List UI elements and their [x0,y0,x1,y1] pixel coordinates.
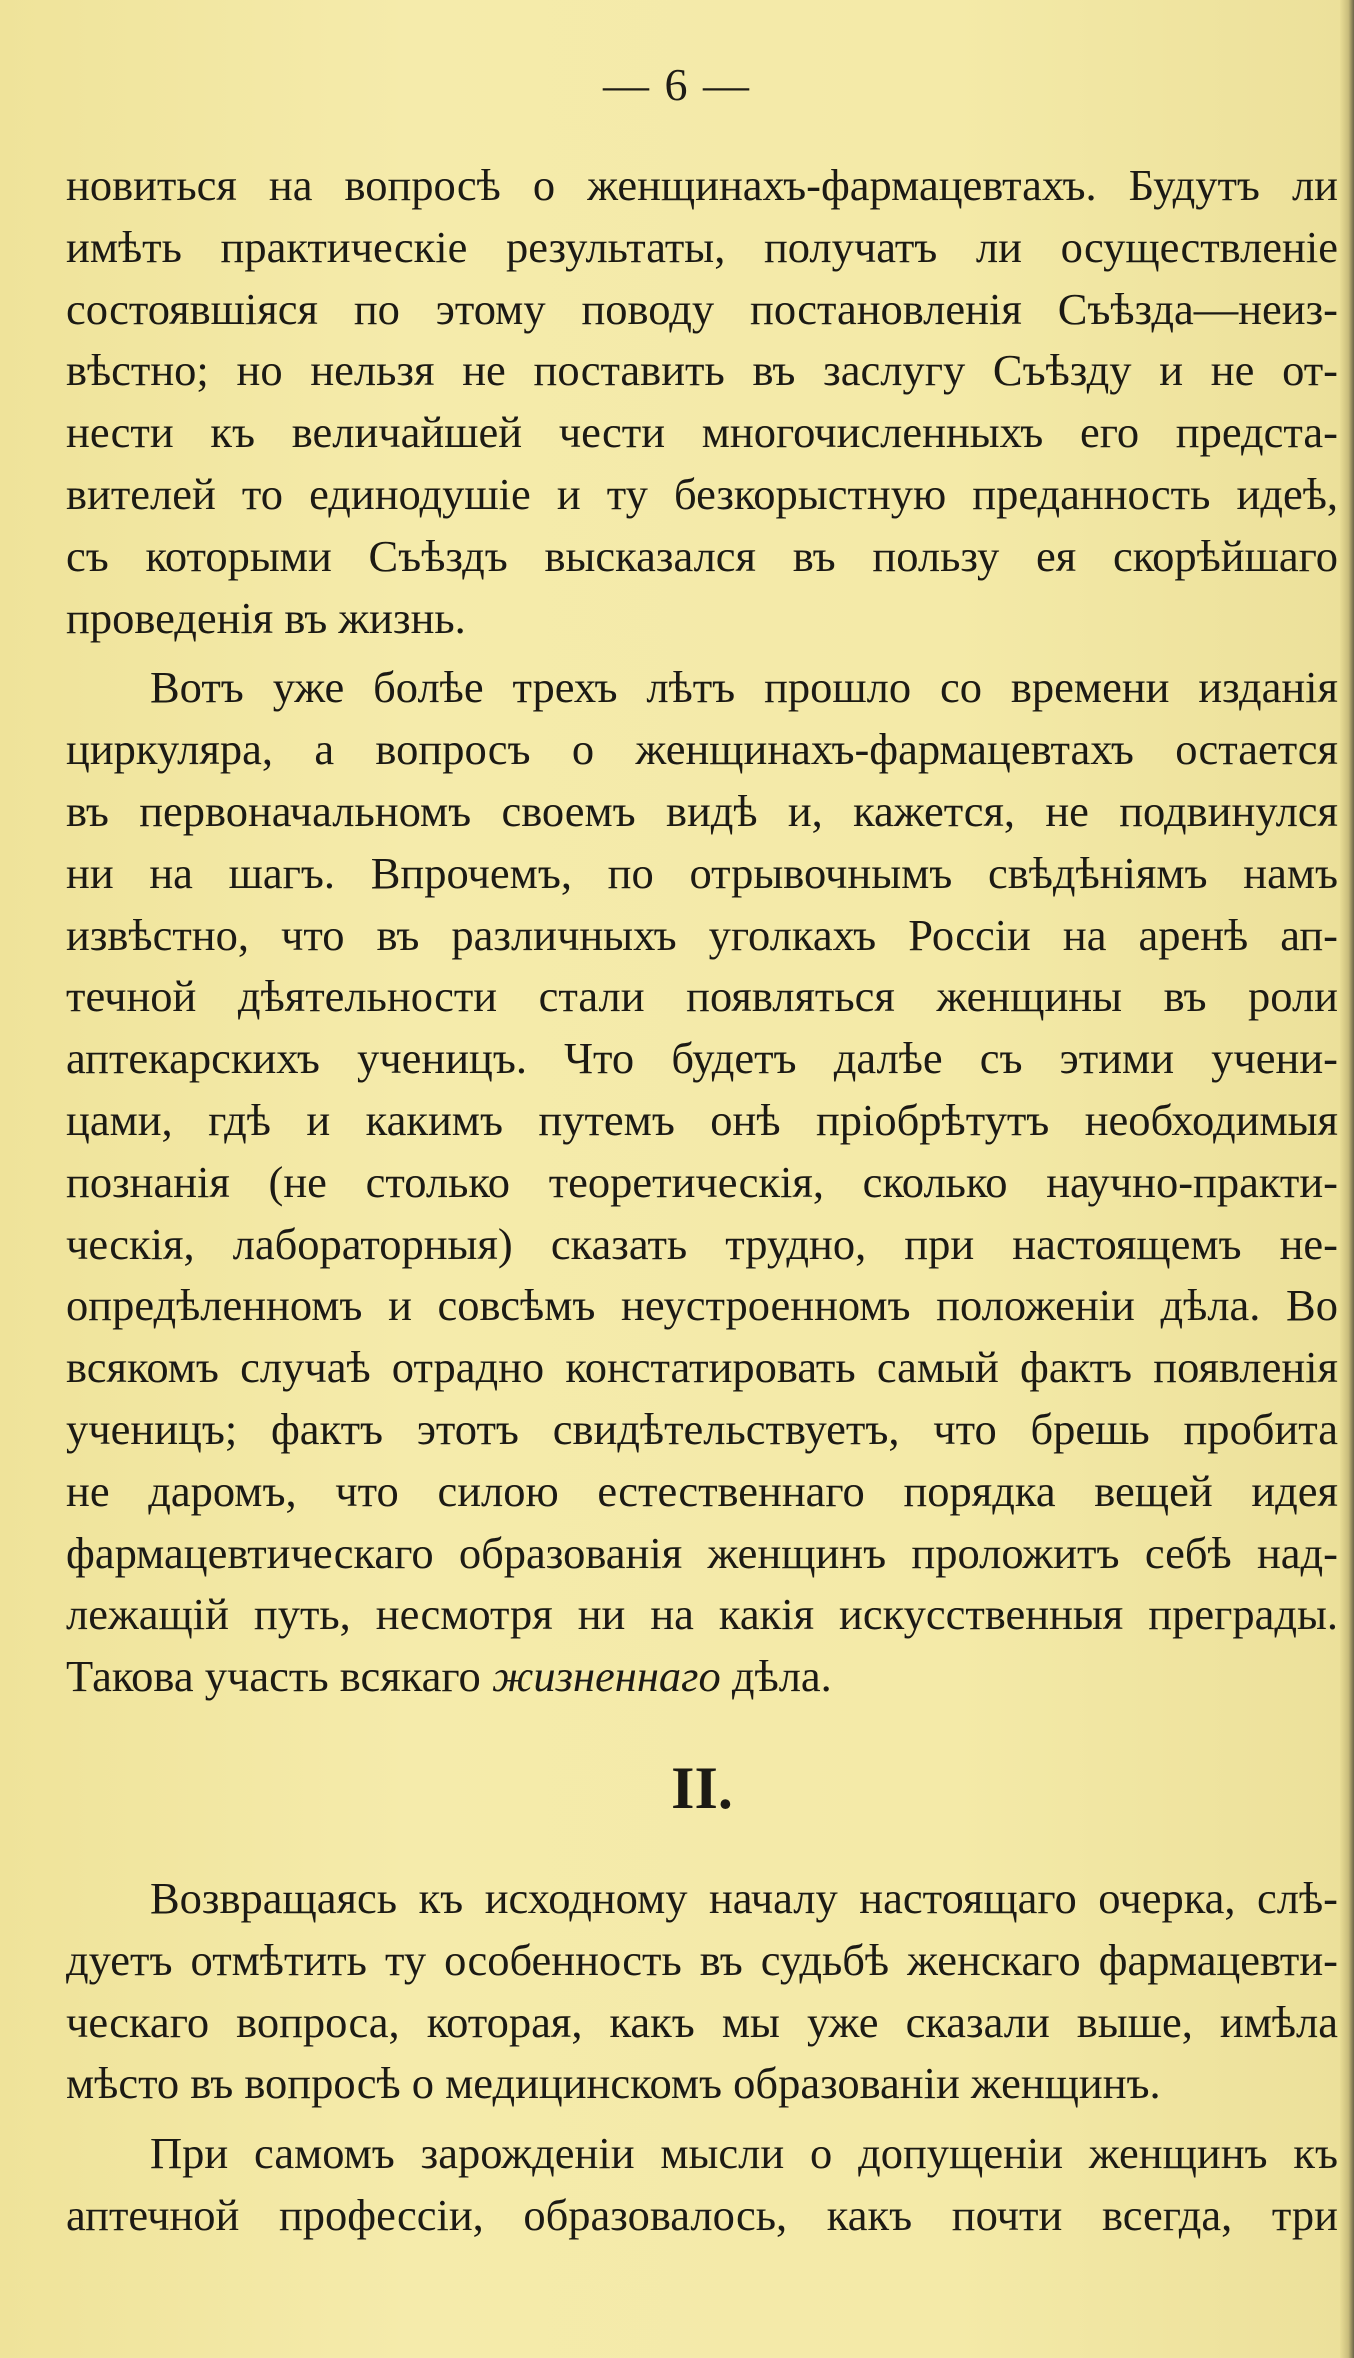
text-line: При самомъ зарожденіи мысли о допущеніи женщинъ къ [150,2128,1338,2179]
text-line: состоявшіяся по этому поводу постановленія Съѣзда—неиз- [66,283,1338,334]
text-line: лежащій путь, несмотря ни на какія искусственныя преграды. [66,1589,1338,1640]
text-line: познанія (не столько теоретическія, сколько научно-практи- [66,1156,1338,1207]
text-line: мѣсто въ вопросѣ о медицинскомъ образованіи женщинъ. [66,2058,1161,2109]
text-line: всякомъ случаѣ отрадно констатировать самый фактъ появленія [66,1342,1338,1393]
text-line: съ которыми Съѣздъ высказался въ пользу ея скорѣйшаго [66,530,1338,581]
text-line: опредѣленномъ и совсѣмъ неустроенномъ положеніи дѣла. Во [66,1280,1338,1331]
text-line: имѣть практическіе результаты, получатъ ли осуществленіе [66,221,1338,272]
text-line [66,1646,1338,1708]
text-line: ческаго вопроса, которая, какъ мы уже сказали выше, имѣла [66,1996,1338,2047]
paragraph [66,657,1338,1708]
text-run: Такова участь всякаго [66,1651,492,1702]
text-line: ни на шагъ. Впрочемъ, по отрывочнымъ свѣдѣніямъ намъ [66,847,1338,898]
text-line: вителей то единодушіе и ту безкорыстную преданность идеѣ, [66,468,1338,519]
text-line: ческія, лабораторныя) сказать трудно, при настоящемъ не- [66,1218,1338,1269]
section-heading: II. [671,1754,733,1821]
text-line: аптечной профессіи, образовалось, какъ почти всегда, три [66,2189,1338,2240]
emphasized-word: жизненнаго [491,1651,721,1702]
text-line: фармацевтическаго образованія женщинъ проложитъ себѣ над- [66,1527,1338,1578]
paragraph [66,155,1338,649]
paragraph-gap [66,649,1338,657]
paragraph-gap [66,2115,1338,2123]
text-line: дуетъ отмѣтить ту особенность въ судьбѣ женскаго фармацевти- [66,1934,1338,1985]
text-line: ученицъ; фактъ этотъ свидѣтельствуетъ, что брешь пробита [66,1403,1338,1454]
text-line: въ первоначальномъ своемъ видѣ и, кажется, не подвинулся [66,785,1338,836]
page-edge-shadow [1340,0,1354,2358]
text-line: новиться на вопросѣ о женщинахъ-фармацевтахъ. Будутъ ли [66,160,1338,210]
text-line: извѣстно, что въ различныхъ уголкахъ Россіи на аренѣ ап- [66,909,1338,960]
text-line: цами, гдѣ и какимъ путемъ онѣ пріобрѣтутъ необходимыя [66,1094,1338,1145]
text-line: циркуляра, а вопросъ о женщинахъ-фармацевтахъ остается [66,724,1338,775]
page-body [66,155,1338,2247]
page-number: — 6 — [603,59,751,110]
text-line: Возвращаясь къ исходному началу настоящаго очерка, слѣ- [150,1872,1338,1923]
text-run: дѣла. [720,1651,832,1702]
text-line: течной дѣятельности стали появляться женщины въ роли [66,971,1338,1022]
text-line: проведенія въ жизнь. [66,592,466,643]
text-line: вѣстно; но нельзя не поставить въ заслугу Съѣзду и не от- [66,345,1338,396]
text-line: Вотъ уже болѣе трехъ лѣтъ прошло со времени изданія [150,662,1338,713]
paragraph [66,2123,1338,2247]
text-line: не даромъ, что силою естественнаго порядка вещей идея [66,1465,1338,1516]
text-line: нести къ величайшей чести многочисленныхъ его предста- [66,407,1338,458]
paragraph [66,1868,1338,2115]
text-line: аптекарскихъ ученицъ. Что будетъ далѣе съ этими учени- [66,1033,1338,1084]
